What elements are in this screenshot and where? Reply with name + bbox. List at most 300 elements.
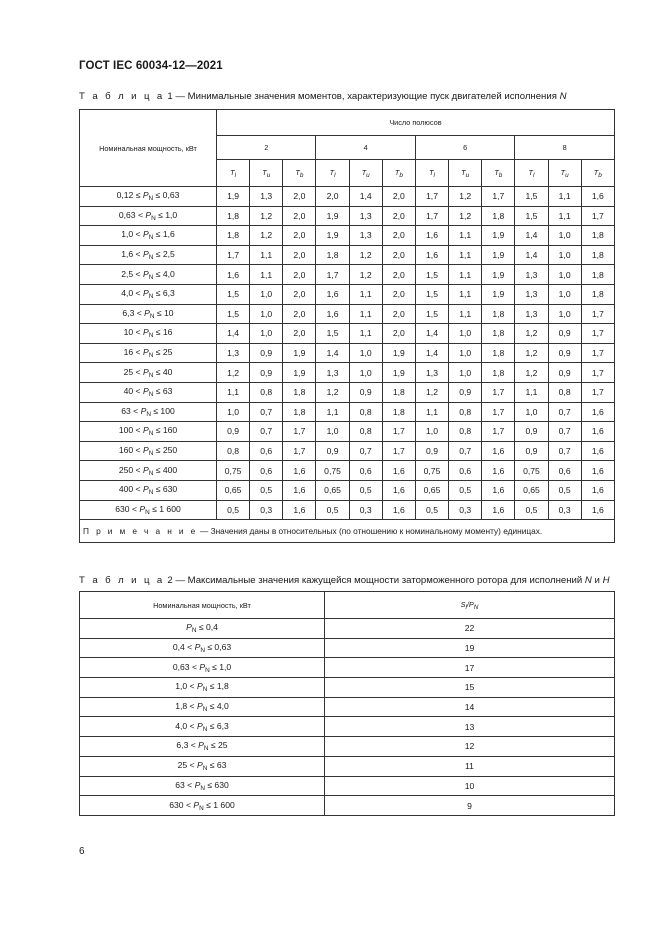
value-cell: 1,9 — [316, 206, 349, 226]
value-cell: 0,65 — [515, 480, 548, 500]
range-suffix: ≤ 6,3 — [207, 720, 229, 731]
table-row — [80, 343, 615, 363]
symbol-header — [581, 160, 614, 187]
value-cell: 1,7 — [316, 265, 349, 285]
symbol-sub: l — [533, 171, 535, 179]
symbol-header — [316, 160, 349, 187]
symbol-sub: b — [598, 171, 602, 179]
ratio-value-cell: 15 — [325, 678, 615, 698]
range-prefix: 6,3 < — [122, 307, 145, 318]
value-cell: 1,0 — [449, 363, 482, 383]
table-row — [80, 678, 615, 698]
value-cell: 1,1 — [250, 265, 283, 285]
value-cell: 1,2 — [449, 206, 482, 226]
power-range-cell — [80, 776, 325, 796]
value-cell: 0,6 — [250, 461, 283, 481]
value-cell: 1,6 — [316, 284, 349, 304]
value-cell: 1,1 — [349, 304, 382, 324]
range-suffix: ≤ 630 — [153, 484, 178, 495]
range-suffix: ≤ 2,5 — [153, 249, 175, 260]
range-var: P — [142, 249, 149, 260]
range-suffix: ≤ 4,0 — [153, 268, 175, 279]
value-cell: 1,3 — [250, 187, 283, 207]
range-var: P — [194, 642, 201, 653]
value-cell: 0,6 — [349, 461, 382, 481]
value-cell: 2,0 — [382, 265, 415, 285]
table2-caption-var1: N — [584, 575, 592, 586]
ratio-value-cell: 12 — [325, 737, 615, 757]
range-prefix: 1,0 < — [121, 229, 143, 240]
value-cell: 1,8 — [283, 382, 316, 402]
value-cell: 0,5 — [515, 500, 548, 520]
power-range-cell — [80, 697, 325, 717]
value-cell: 1,2 — [250, 226, 283, 246]
table-row — [80, 441, 615, 461]
table1 — [79, 109, 615, 543]
range-prefix: 0,12 ≤ — [116, 190, 143, 201]
value-cell: 1,6 — [581, 187, 614, 207]
symbol-header — [349, 160, 382, 187]
range-var: P — [142, 386, 149, 397]
range-var-sub: N — [151, 214, 156, 222]
value-cell: 0,5 — [548, 480, 581, 500]
value-cell: 0,7 — [449, 441, 482, 461]
power-range-cell — [80, 304, 217, 324]
range-suffix: ≤ 0,63 — [153, 190, 180, 201]
power-range-cell — [80, 206, 217, 226]
range-prefix: 4,0 < — [121, 288, 143, 299]
range-suffix: ≤ 160 — [153, 425, 178, 436]
range-prefix: 16 < — [123, 347, 143, 358]
symbol-base: T — [394, 167, 400, 177]
symbol-base: T — [429, 167, 434, 177]
value-cell: 2,0 — [382, 206, 415, 226]
value-cell: 1,7 — [581, 206, 614, 226]
value-cell: 0,9 — [548, 363, 581, 383]
table-row — [80, 226, 615, 246]
range-var-sub: N — [202, 686, 208, 694]
value-cell: 0,6 — [548, 461, 581, 481]
range-prefix: 630 < — [115, 503, 140, 514]
value-cell: 0,3 — [250, 500, 283, 520]
range-suffix: ≤ 1,8 — [207, 681, 229, 692]
symbol-base: T — [494, 167, 499, 177]
table2-caption — [79, 575, 610, 586]
range-var: P — [196, 681, 203, 692]
range-var: P — [142, 464, 149, 475]
table-row — [80, 776, 615, 796]
range-var: P — [144, 307, 150, 318]
value-cell: 1,5 — [217, 284, 250, 304]
symbol-base: T — [528, 167, 533, 177]
range-var-sub: N — [148, 489, 154, 497]
page-number: 6 — [79, 846, 85, 857]
value-cell: 1,3 — [515, 284, 548, 304]
value-cell: 1,5 — [415, 304, 448, 324]
value-cell: 2,0 — [382, 187, 415, 207]
value-cell: 1,0 — [250, 284, 283, 304]
value-cell: 1,8 — [581, 265, 614, 285]
range-var: P — [145, 209, 152, 220]
value-cell: 1,5 — [415, 265, 448, 285]
value-cell: 0,8 — [349, 402, 382, 422]
range-var: P — [193, 799, 200, 810]
range-prefix: 630 < — [169, 799, 194, 810]
table1-caption-text: 1 — Минимальные значения моментов, характеризующие пуск двигателей исполнения — [167, 91, 557, 102]
value-cell: 2,0 — [283, 187, 316, 207]
range-var-sub: N — [203, 745, 209, 753]
range-prefix: 1,0 < — [175, 681, 197, 692]
note-text: — Значения даны в относительных (по отношению к номинальному моменту) единицах. — [197, 526, 543, 537]
value-cell: 1,0 — [449, 324, 482, 344]
range-var: P — [196, 760, 203, 771]
value-cell: 1,7 — [415, 206, 448, 226]
table-row — [80, 756, 615, 776]
ratio-slash: / — [466, 599, 469, 609]
value-cell: 1,4 — [515, 245, 548, 265]
value-cell: 2,0 — [283, 206, 316, 226]
power-range-cell — [80, 796, 325, 816]
value-cell: 1,6 — [415, 226, 448, 246]
value-cell: 1,0 — [548, 265, 581, 285]
value-cell: 1,1 — [449, 284, 482, 304]
range-suffix: ≤ 25 — [208, 740, 228, 751]
value-cell: 1,6 — [581, 441, 614, 461]
table-row — [80, 717, 615, 737]
value-cell: 1,7 — [581, 324, 614, 344]
value-cell: 1,0 — [415, 422, 448, 442]
value-cell: 1,6 — [316, 304, 349, 324]
range-prefix: 40 < — [123, 386, 143, 397]
symbol-header — [515, 160, 548, 187]
symbol-sub: u — [565, 171, 569, 179]
value-cell: 1,8 — [382, 402, 415, 422]
power-range-cell — [80, 480, 217, 500]
poles-8: 8 — [515, 136, 614, 160]
range-prefix: 250 < — [118, 464, 143, 475]
range-var-sub: N — [148, 352, 154, 360]
range-var: P — [142, 484, 149, 495]
value-cell: 1,0 — [548, 304, 581, 324]
symbol-base: T — [230, 167, 235, 177]
value-cell: 1,7 — [581, 363, 614, 383]
value-cell: 0,7 — [250, 422, 283, 442]
symbol-sub: b — [299, 171, 304, 179]
value-cell: 1,6 — [482, 480, 515, 500]
table-row — [80, 265, 615, 285]
range-suffix: ≤ 63 — [153, 386, 173, 397]
value-cell: 1,6 — [283, 500, 316, 520]
value-cell: 1,1 — [449, 245, 482, 265]
value-cell: 1,7 — [415, 187, 448, 207]
value-cell: 1,5 — [415, 284, 448, 304]
value-cell: 0,6 — [250, 441, 283, 461]
value-cell: 1,6 — [482, 500, 515, 520]
table-row — [80, 382, 615, 402]
power-range-cell — [80, 324, 217, 344]
value-cell: 0,65 — [316, 480, 349, 500]
range-var-sub: N — [148, 469, 154, 477]
value-cell: 1,1 — [449, 226, 482, 246]
range-prefix: 4,0 < — [175, 720, 197, 731]
table-row — [80, 187, 615, 207]
symbol-sub: b — [498, 171, 503, 179]
range-var-sub: N — [148, 391, 154, 399]
value-cell: 1,6 — [482, 441, 515, 461]
value-cell: 1,1 — [217, 382, 250, 402]
value-cell: 1,9 — [382, 363, 415, 383]
value-cell: 1,2 — [515, 324, 548, 344]
table-row — [80, 796, 615, 816]
value-cell: 0,9 — [217, 422, 250, 442]
value-cell: 1,0 — [548, 226, 581, 246]
range-suffix: ≤ 40 — [153, 366, 173, 377]
table-row — [80, 737, 615, 757]
value-cell: 1,0 — [217, 402, 250, 422]
value-cell: 1,0 — [515, 402, 548, 422]
range-prefix: 63 < — [175, 779, 195, 790]
table-row — [80, 619, 615, 639]
value-cell: 1,6 — [581, 402, 614, 422]
value-cell: 2,0 — [283, 284, 316, 304]
range-prefix: 63 < — [121, 405, 141, 416]
value-cell: 1,0 — [250, 324, 283, 344]
range-var-sub: N — [148, 234, 154, 242]
value-cell: 1,3 — [316, 363, 349, 383]
value-cell: 0,5 — [250, 480, 283, 500]
value-cell: 0,5 — [349, 480, 382, 500]
value-cell: 1,3 — [515, 304, 548, 324]
value-cell: 0,3 — [548, 500, 581, 520]
value-cell: 1,8 — [316, 245, 349, 265]
poles-4: 4 — [316, 136, 415, 160]
symbol-header — [382, 160, 415, 187]
range-var: P — [196, 701, 203, 712]
range-prefix: 0,4 < — [172, 642, 195, 653]
table-row — [80, 206, 615, 226]
value-cell: 2,0 — [316, 187, 349, 207]
range-var-sub: N — [148, 430, 154, 438]
value-cell: 0,5 — [415, 500, 448, 520]
value-cell: 1,4 — [349, 187, 382, 207]
power-range-cell — [80, 382, 217, 402]
value-cell: 1,0 — [449, 343, 482, 363]
range-var: P — [142, 288, 149, 299]
symbol-base: T — [461, 167, 466, 177]
value-cell: 1,6 — [382, 500, 415, 520]
ratio-p: P — [468, 599, 474, 609]
value-cell: 1,0 — [548, 245, 581, 265]
value-cell: 1,8 — [217, 206, 250, 226]
range-var-sub: N — [202, 706, 208, 714]
value-cell: 1,2 — [515, 343, 548, 363]
ratio-value-cell: 11 — [325, 756, 615, 776]
table1-power-header: Номинальная мощность, кВт — [80, 110, 217, 187]
value-cell: 0,65 — [415, 480, 448, 500]
ratio-value-cell: 22 — [325, 619, 615, 639]
value-cell: 0,8 — [250, 382, 283, 402]
power-range-cell — [80, 441, 217, 461]
value-cell: 0,7 — [548, 441, 581, 461]
value-cell: 1,8 — [482, 324, 515, 344]
table-row — [80, 363, 615, 383]
range-var: P — [142, 347, 149, 358]
value-cell: 0,9 — [250, 343, 283, 363]
range-var-sub: N — [200, 647, 205, 655]
ratio-value-cell: 19 — [325, 638, 615, 658]
value-cell: 1,4 — [316, 343, 349, 363]
ratio-value-cell: 17 — [325, 658, 615, 678]
value-cell: 0,8 — [349, 422, 382, 442]
value-cell: 1,3 — [217, 343, 250, 363]
value-cell: 1,5 — [316, 324, 349, 344]
range-var-sub: N — [191, 627, 197, 635]
value-cell: 2,0 — [382, 226, 415, 246]
table-row — [80, 422, 615, 442]
value-cell: 0,3 — [449, 500, 482, 520]
table1-caption-label: Т а б л и ц а — [79, 91, 165, 102]
range-suffix: ≤ 1,6 — [153, 229, 175, 240]
range-var: P — [142, 425, 149, 436]
power-range-cell — [80, 422, 217, 442]
table-row — [80, 697, 615, 717]
range-suffix: ≤ 100 — [150, 405, 175, 416]
table2-ratio-header — [325, 592, 615, 619]
value-cell: 1,8 — [482, 343, 515, 363]
value-cell: 1,5 — [515, 206, 548, 226]
power-range-cell — [80, 284, 217, 304]
range-var-sub: N — [148, 332, 154, 340]
power-range-cell — [80, 619, 325, 639]
ratio-value-cell: 9 — [325, 796, 615, 816]
value-cell: 0,9 — [548, 343, 581, 363]
value-cell: 1,6 — [581, 422, 614, 442]
value-cell: 1,9 — [283, 343, 316, 363]
value-cell: 1,6 — [283, 480, 316, 500]
range-var-sub: N — [148, 195, 154, 203]
table1-caption-var: N — [559, 91, 567, 102]
range-prefix: 0,63 < — [118, 209, 146, 220]
value-cell: 1,9 — [482, 245, 515, 265]
table1-poles-header: Число полюсов — [217, 110, 615, 136]
range-suffix: ≤ 400 — [153, 464, 178, 475]
range-var-sub: N — [149, 312, 155, 320]
value-cell: 1,1 — [515, 382, 548, 402]
value-cell: 1,7 — [283, 441, 316, 461]
range-var-sub: N — [148, 293, 154, 301]
range-prefix: 1,6 < — [121, 249, 143, 260]
range-var-sub: N — [148, 371, 154, 379]
value-cell: 0,5 — [449, 480, 482, 500]
value-cell: 1,6 — [581, 480, 614, 500]
value-cell: 1,3 — [415, 363, 448, 383]
symbol-base: T — [361, 167, 367, 177]
value-cell: 1,2 — [349, 265, 382, 285]
value-cell: 1,0 — [548, 284, 581, 304]
range-suffix: ≤ 250 — [153, 445, 178, 456]
value-cell: 1,9 — [482, 265, 515, 285]
value-cell: 1,4 — [415, 343, 448, 363]
value-cell: 2,0 — [283, 324, 316, 344]
value-cell: 1,8 — [482, 206, 515, 226]
power-range-cell — [80, 343, 217, 363]
range-prefix: 2,5 < — [121, 268, 143, 279]
value-cell: 1,1 — [548, 206, 581, 226]
table1-caption — [79, 91, 567, 102]
range-suffix: ≤ 0,63 — [204, 642, 232, 653]
table-row — [80, 480, 615, 500]
symbol-sub: u — [266, 171, 271, 179]
table-row — [80, 402, 615, 422]
power-range-cell — [80, 265, 217, 285]
value-cell: 1,4 — [515, 226, 548, 246]
value-cell: 1,7 — [382, 441, 415, 461]
symbol-sub: u — [465, 171, 470, 179]
symbol-header — [283, 160, 316, 187]
range-var: P — [142, 327, 149, 338]
value-cell: 1,1 — [250, 245, 283, 265]
power-range-cell — [80, 678, 325, 698]
value-cell: 0,9 — [548, 324, 581, 344]
range-prefix: 6,3 < — [176, 740, 199, 751]
value-cell: 0,9 — [316, 441, 349, 461]
value-cell: 1,7 — [581, 304, 614, 324]
value-cell: 0,7 — [548, 422, 581, 442]
value-cell: 0,9 — [349, 382, 382, 402]
range-var-sub: N — [148, 273, 154, 281]
table2-caption-label: Т а б л и ц а — [79, 575, 165, 586]
table-row — [80, 658, 615, 678]
value-cell: 0,5 — [316, 500, 349, 520]
symbol-header — [415, 160, 448, 187]
value-cell: 1,6 — [217, 265, 250, 285]
ratio-s: S — [460, 599, 466, 609]
range-var: P — [186, 622, 192, 633]
value-cell: 1,9 — [316, 226, 349, 246]
power-range-cell — [80, 737, 325, 757]
range-suffix: ≤ 10 — [154, 307, 174, 318]
value-cell: 1,6 — [482, 461, 515, 481]
value-cell: 0,75 — [415, 461, 448, 481]
symbol-sub: l — [433, 171, 435, 179]
range-var: P — [142, 366, 149, 377]
table-row — [80, 638, 615, 658]
value-cell: 0,9 — [515, 441, 548, 461]
value-cell: 1,8 — [482, 363, 515, 383]
value-cell: 0,8 — [548, 382, 581, 402]
value-cell: 0,65 — [217, 480, 250, 500]
value-cell: 1,7 — [217, 245, 250, 265]
value-cell: 1,7 — [581, 382, 614, 402]
range-var: P — [142, 268, 149, 279]
value-cell: 1,0 — [349, 363, 382, 383]
range-suffix: ≤ 630 — [204, 779, 229, 790]
value-cell: 0,9 — [250, 363, 283, 383]
range-suffix: ≤ 1 600 — [149, 503, 181, 514]
value-cell: 1,8 — [217, 226, 250, 246]
value-cell: 1,6 — [283, 461, 316, 481]
value-cell: 0,7 — [548, 402, 581, 422]
value-cell: 0,5 — [217, 500, 250, 520]
ratio-p-sub: N — [473, 603, 479, 611]
symbol-header — [449, 160, 482, 187]
value-cell: 2,0 — [283, 265, 316, 285]
value-cell: 1,3 — [515, 265, 548, 285]
value-cell: 1,9 — [482, 284, 515, 304]
range-var-sub: N — [146, 410, 151, 418]
range-suffix: ≤ 63 — [207, 760, 227, 771]
value-cell: 0,8 — [449, 422, 482, 442]
